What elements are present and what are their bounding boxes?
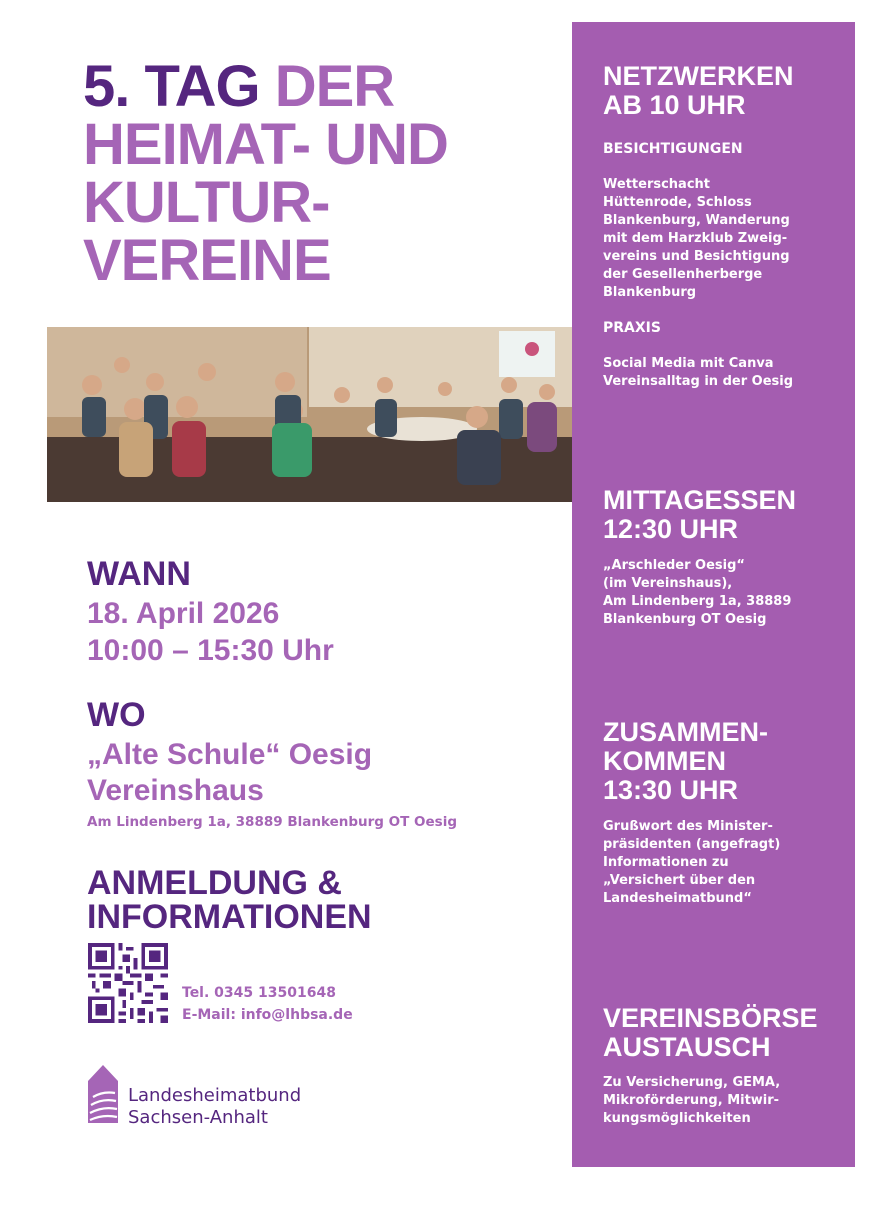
venue-line-1: „Alte Schule“ Oesig: [87, 738, 373, 771]
contact-phone[interactable]: Tel. 0345 13501648: [182, 985, 336, 1001]
registration-heading-line-1: ANMELDUNG &: [87, 864, 342, 902]
tours-line: Hüttenrode, Schloss: [603, 195, 752, 210]
networking-heading: [603, 62, 794, 120]
exchange-text: [603, 1074, 843, 1128]
when-heading: WANN: [87, 555, 191, 593]
venue-name: [87, 737, 372, 809]
meeting-line: Informationen zu: [603, 855, 729, 870]
tours-text: [603, 176, 843, 302]
logo-text-line-1: Landesheimatbund: [128, 1085, 302, 1106]
event-photo: [47, 327, 572, 502]
meeting-heading-line-3: 13:30 UHR: [603, 775, 739, 805]
lunch-line: „Arschleder Oesig“: [603, 558, 745, 573]
title-part-1: 5. TAG: [83, 54, 260, 119]
meeting-line: „Versichert über den: [603, 873, 756, 888]
exchange-line: Zu Versicherung, GEMA,: [603, 1075, 781, 1090]
program-sidebar: [572, 22, 855, 1167]
exchange-heading-line-2: AUSTAUSCH: [603, 1032, 771, 1062]
meeting-text: [603, 818, 843, 908]
lunch-heading: [603, 486, 796, 544]
title-part-2: DER HEIMAT- UND KULTUR-VEREINE: [83, 54, 448, 293]
house-feather-logo-icon: [85, 1063, 121, 1127]
lunch-heading-line-1: MITTAGESSEN: [603, 485, 797, 515]
where-heading: WO: [87, 696, 146, 734]
networking-heading-line-2: AB 10 UHR: [603, 90, 746, 120]
networking-heading-line-1: NETZWERKEN: [603, 61, 794, 91]
tours-label: BESICHTIGUNGEN: [603, 141, 743, 157]
lunch-line: (im Vereinshaus),: [603, 576, 733, 591]
meeting-heading: [603, 718, 768, 805]
meeting-line: Landesheimatbund“: [603, 891, 752, 906]
qr-code[interactable]: [88, 943, 168, 1023]
exchange-heading: [603, 1004, 818, 1062]
page-title: [83, 54, 563, 293]
tours-line: Wetterschacht: [603, 177, 710, 192]
contact-email[interactable]: E-Mail: info@lhbsa.de: [182, 1007, 353, 1023]
meeting-line: präsidenten (angefragt): [603, 837, 781, 852]
event-time: 10:00 – 15:30 Uhr: [87, 634, 334, 667]
registration-heading: [87, 866, 372, 934]
registration-heading-line-2: INFORMATIONEN: [87, 898, 372, 936]
practice-label: PRAXIS: [603, 320, 661, 336]
event-date: 18. April 2026: [87, 597, 280, 630]
tours-line: Blankenburg: [603, 285, 697, 300]
tours-line: mit dem Harzklub Zweig-: [603, 231, 788, 246]
lunch-text: [603, 557, 843, 629]
practice-line: Vereinsalltag in der Oesig: [603, 374, 794, 389]
exchange-heading-line-1: VEREINSBÖRSE: [603, 1003, 818, 1033]
lunch-line: Am Lindenberg 1a, 38889: [603, 594, 792, 609]
logo-text-line-2: Sachsen-Anhalt: [128, 1107, 268, 1128]
practice-line: Social Media mit Canva: [603, 356, 774, 371]
meeting-heading-line-2: KOMMEN: [603, 746, 726, 776]
lunch-line: Blankenburg OT Oesig: [603, 612, 767, 627]
exchange-line: kungsmöglichkeiten: [603, 1111, 751, 1126]
exchange-line: Mikroförderung, Mitwir-: [603, 1093, 780, 1108]
tours-line: Blankenburg, Wanderung: [603, 213, 790, 228]
meeting-line: Grußwort des Minister-: [603, 819, 773, 834]
venue-line-2: Vereinshaus: [87, 774, 264, 807]
practice-text: [603, 355, 843, 391]
meeting-heading-line-1: ZUSAMMEN-: [603, 717, 768, 747]
lunch-heading-line-2: 12:30 UHR: [603, 514, 739, 544]
tours-line: der Gesellenherberge: [603, 267, 763, 282]
tours-line: vereins und Besichtigung: [603, 249, 790, 264]
venue-address: Am Lindenberg 1a, 38889 Blankenburg OT Oesig: [87, 814, 457, 830]
